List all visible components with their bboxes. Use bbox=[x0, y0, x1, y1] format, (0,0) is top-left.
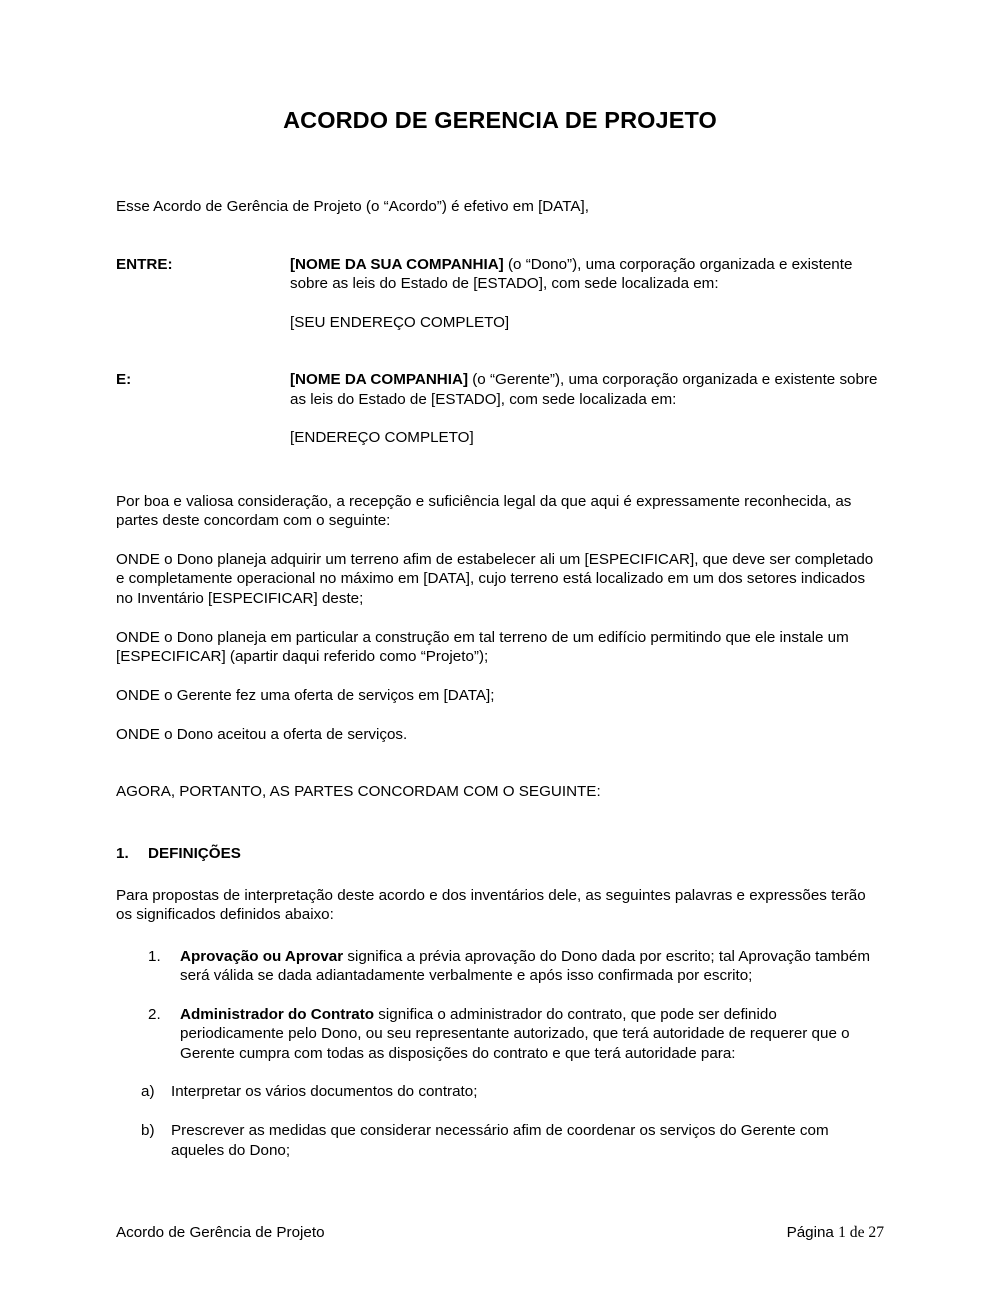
list-marker: a) bbox=[141, 1083, 155, 1101]
list-marker: 1. bbox=[148, 947, 161, 965]
list-item bbox=[116, 1121, 884, 1160]
section-title: DEFINIÇÕES bbox=[148, 845, 241, 863]
footer-document-name: Acordo de Gerência de Projeto bbox=[116, 1223, 325, 1241]
recital-onde-4: ONDE o Dono aceitou a oferta de serviços. bbox=[116, 725, 408, 743]
party-label-entre: ENTRE: bbox=[116, 255, 173, 273]
party-body-entre bbox=[290, 255, 884, 333]
party-description: (o “Gerente”), uma corporação organizada e existente sobre as leis do Estado de [ESTADO], com sede localizada em: bbox=[290, 371, 878, 408]
list-item-content bbox=[180, 1005, 884, 1063]
recital-consideration: Por boa e valiosa consideração, a recepção e suficiência legal da que aqui é expressamente reconhecida, as partes deste concordam com o seguinte: bbox=[116, 492, 852, 530]
footer-page-counter: 1 de 27 bbox=[838, 1223, 884, 1241]
page-title: ACORDO DE GERENCIA DE PROJETO bbox=[283, 107, 717, 133]
party-address: [SEU ENDEREÇO COMPLETO] bbox=[290, 313, 510, 331]
list-item-content bbox=[180, 947, 884, 986]
party-address: [ENDEREÇO COMPLETO] bbox=[290, 429, 474, 447]
party-description-line bbox=[290, 370, 884, 409]
list-marker: b) bbox=[141, 1122, 155, 1140]
recitals-block bbox=[116, 492, 884, 744]
sub-items-list bbox=[116, 1082, 884, 1160]
recital-onde-1: ONDE o Dono planeja adquirir um terreno afim de estabelecer ali um [ESPECIFICAR], que deve ser completado e completamente operacional no máximo em [DATA], cujo terreno está localizado em um dos setores indicados no Inventário [ESPECIFICAR] deste; bbox=[116, 551, 874, 607]
party-company-name: [NOME DA COMPANHIA] bbox=[290, 371, 469, 389]
party-description: (o “Dono”), uma corporação organizada e existente sobre as leis do Estado de [ESTADO], com sede localizada em: bbox=[290, 255, 853, 292]
definition-term: Administrador do Contrato bbox=[180, 1005, 375, 1023]
recital-onde-2: ONDE o Dono planeja em particular a construção em tal terreno de um edifício permitindo que ele instale um [ESPECIFICAR] (apartir daqui referido como “Projeto”); bbox=[116, 628, 849, 666]
agreement-lead-in: AGORA, PORTANTO, AS PARTES CONCORDAM COM O SEGUINTE: bbox=[116, 783, 601, 801]
list-item bbox=[116, 1082, 884, 1101]
definition-term: Aprovação ou Aprovar bbox=[180, 947, 344, 965]
footer-page-label: Página bbox=[786, 1223, 839, 1241]
section-intro-paragraph: Para propostas de interpretação deste acordo e dos inventários dele, as seguintes palavras e expressões terão os significados definidos abaixo: bbox=[116, 886, 866, 924]
list-item bbox=[116, 1005, 884, 1063]
party-body-e bbox=[290, 370, 884, 448]
page-footer bbox=[116, 1223, 884, 1242]
definition-text: significa a prévia aprovação do Dono dada por escrito; tal Aprovação também será válida se dada adiantadamente verbalmente e após isso confirmada por escrito; bbox=[180, 947, 870, 985]
party-row bbox=[116, 255, 884, 333]
section-number: 1. bbox=[116, 845, 129, 863]
list-item-content: Prescrever as medidas que considerar necessário afim de coordenar os serviços do Gerente com aqueles do Dono; bbox=[171, 1122, 829, 1159]
recital-onde-3: ONDE o Gerente fez uma oferta de serviços em [DATA]; bbox=[116, 686, 495, 704]
party-label-e: E: bbox=[116, 371, 132, 389]
definitions-list bbox=[116, 947, 884, 1063]
definition-text: significa o administrador do contrato, que pode ser definido periodicamente pelo Dono, ou seu representante autorizado, que terá autoridade de requerer que o Gerente cumpra com todas as disposições do contrato e que terá autoridade para: bbox=[180, 1005, 850, 1062]
section-heading-definicoes bbox=[116, 844, 884, 863]
party-description-line bbox=[290, 255, 884, 294]
list-marker: 2. bbox=[148, 1005, 161, 1023]
party-company-name: [NOME DA SUA COMPANHIA] bbox=[290, 255, 504, 273]
intro-paragraph: Esse Acordo de Gerência de Projeto (o “Acordo”) é efetivo em [DATA], bbox=[116, 198, 589, 216]
party-row bbox=[116, 370, 884, 448]
list-item bbox=[116, 947, 884, 986]
parties-block bbox=[116, 255, 884, 448]
list-item-content: Interpretar os vários documentos do contrato; bbox=[171, 1083, 478, 1101]
footer-page-number bbox=[787, 1223, 884, 1242]
